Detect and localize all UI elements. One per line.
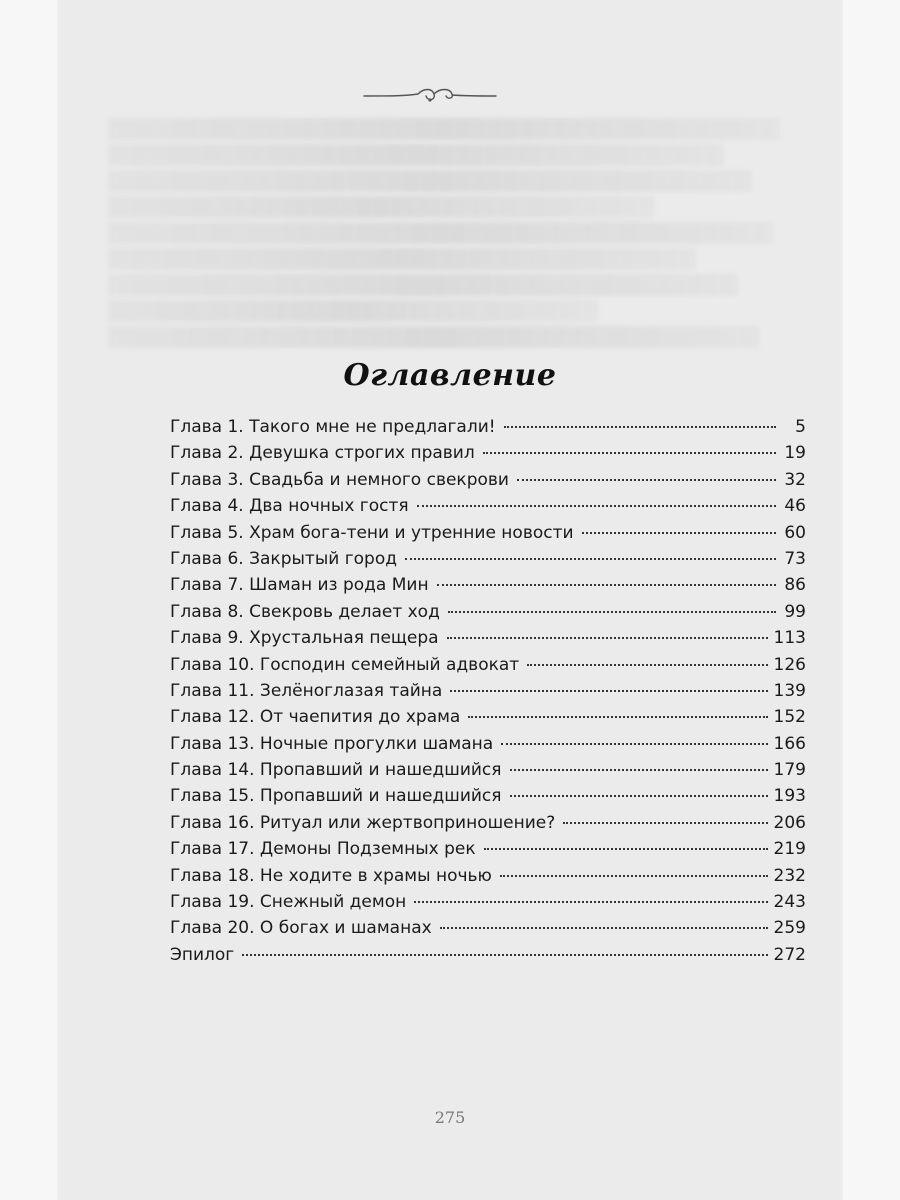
toc-leader-dots (527, 664, 767, 666)
toc-entry (170, 599, 806, 625)
toc-entry-page: 272 (773, 944, 806, 965)
toc-title: Оглавление (343, 358, 557, 393)
toc-entry-page: 19 (784, 443, 806, 464)
toc-entry-page: 126 (773, 654, 806, 675)
toc-leader-dots (437, 584, 776, 586)
page-number: 275 (434, 1108, 466, 1127)
toc-entry-page: 99 (784, 601, 806, 622)
toc-entry-label: Глава 5. Храм бога-тени и утренние новости (170, 522, 574, 543)
toc-entry-page: 219 (773, 839, 806, 860)
toc-entry-label: Глава 13. Ночные прогулки шамана (170, 733, 494, 754)
toc-leader-dots (582, 532, 776, 534)
toc-entry (170, 414, 806, 440)
toc-entry (170, 757, 806, 783)
toc-entry (170, 546, 806, 572)
toc-entry-page: 46 (784, 496, 806, 517)
toc-entry-page: 73 (784, 548, 806, 569)
table-of-contents (170, 414, 806, 968)
toc-leader-dots (405, 558, 776, 560)
toc-leader-dots (501, 743, 767, 745)
toc-entry-page: 113 (773, 628, 806, 649)
toc-entry-page: 32 (784, 469, 806, 490)
toc-entry (170, 678, 806, 704)
toc-entry-label: Глава 1. Такого мне не предлагали! (170, 417, 496, 437)
toc-entry-label: Глава 17. Демоны Подземных рек (170, 839, 476, 860)
toc-entry-page: 152 (773, 707, 806, 728)
toc-entry (170, 863, 806, 889)
toc-entry-label: Глава 10. Господин семейный адвокат (170, 654, 520, 675)
toc-entry (170, 467, 806, 493)
flourish-divider-icon (360, 84, 500, 106)
toc-leader-dots (510, 795, 768, 797)
toc-entry-page: 232 (773, 865, 806, 886)
toc-entry-label: Глава 18. Не ходите в храмы ночью (170, 865, 492, 886)
toc-leader-dots (450, 690, 767, 692)
toc-leader-dots (440, 927, 768, 929)
toc-entry-label: Глава 12. От чаепития до храма (170, 707, 461, 728)
toc-entry (170, 836, 806, 862)
toc-entry-page: 60 (784, 522, 806, 543)
toc-leader-dots (500, 875, 768, 877)
toc-entry-page: 179 (773, 760, 806, 781)
toc-entry (170, 731, 806, 757)
toc-entry-page: 193 (773, 786, 806, 807)
toc-entry-label: Глава 4. Два ночных гостя (170, 496, 409, 517)
toc-entry (170, 942, 806, 968)
toc-leader-dots (504, 426, 776, 428)
toc-entry (170, 783, 806, 809)
toc-entry-label: Эпилог (170, 944, 235, 965)
toc-leader-dots (563, 822, 767, 824)
toc-leader-dots (448, 611, 776, 613)
toc-entry (170, 652, 806, 678)
toc-entry-page: 206 (773, 812, 806, 833)
toc-entry-label: Глава 9. Хрустальная пещера (170, 628, 439, 649)
toc-leader-dots (483, 452, 776, 454)
toc-leader-dots (417, 505, 776, 507)
toc-entry-label: Глава 3. Свадьба и немного свекрови (170, 469, 509, 490)
toc-entry-label: Глава 19. Снежный демон (170, 892, 407, 913)
toc-entry (170, 889, 806, 915)
toc-entry-page: 139 (773, 680, 806, 701)
toc-leader-dots (414, 901, 767, 903)
toc-entry (170, 493, 806, 519)
toc-leader-dots (510, 769, 768, 771)
toc-entry (170, 520, 806, 546)
toc-entry (170, 704, 806, 730)
toc-entry-label: Глава 20. О богах и шаманах (170, 918, 432, 939)
toc-leader-dots (484, 848, 768, 850)
toc-entry-page: 259 (773, 918, 806, 939)
toc-entry-label: Глава 16. Ритуал или жертвоприношение? (170, 812, 556, 833)
toc-entry-label: Глава 6. Закрытый город (170, 548, 397, 569)
toc-entry-label: Глава 14. Пропавший и нашедшийся (170, 760, 502, 781)
toc-entry-label: Глава 2. Девушка строгих правил (170, 443, 475, 464)
toc-entry-label: Глава 8. Свекровь делает ход (170, 601, 440, 622)
toc-leader-dots (447, 637, 768, 639)
toc-leader-dots (517, 479, 776, 481)
toc-leader-dots (468, 716, 767, 718)
toc-entry-label: Глава 15. Пропавший и нашедшийся (170, 786, 502, 807)
toc-entry (170, 810, 806, 836)
toc-entry-label: Глава 11. Зелёноглазая тайна (170, 680, 443, 701)
toc-entry (170, 915, 806, 941)
toc-entry (170, 440, 806, 466)
toc-entry-page: 86 (784, 575, 806, 596)
toc-leader-dots (242, 954, 767, 956)
toc-entry-page: 243 (773, 892, 806, 913)
toc-entry-label: Глава 7. Шаман из рода Мин (170, 575, 429, 596)
toc-entry (170, 625, 806, 651)
toc-entry (170, 572, 806, 598)
toc-entry-page: 5 (795, 417, 806, 437)
toc-entry-page: 166 (773, 733, 806, 754)
